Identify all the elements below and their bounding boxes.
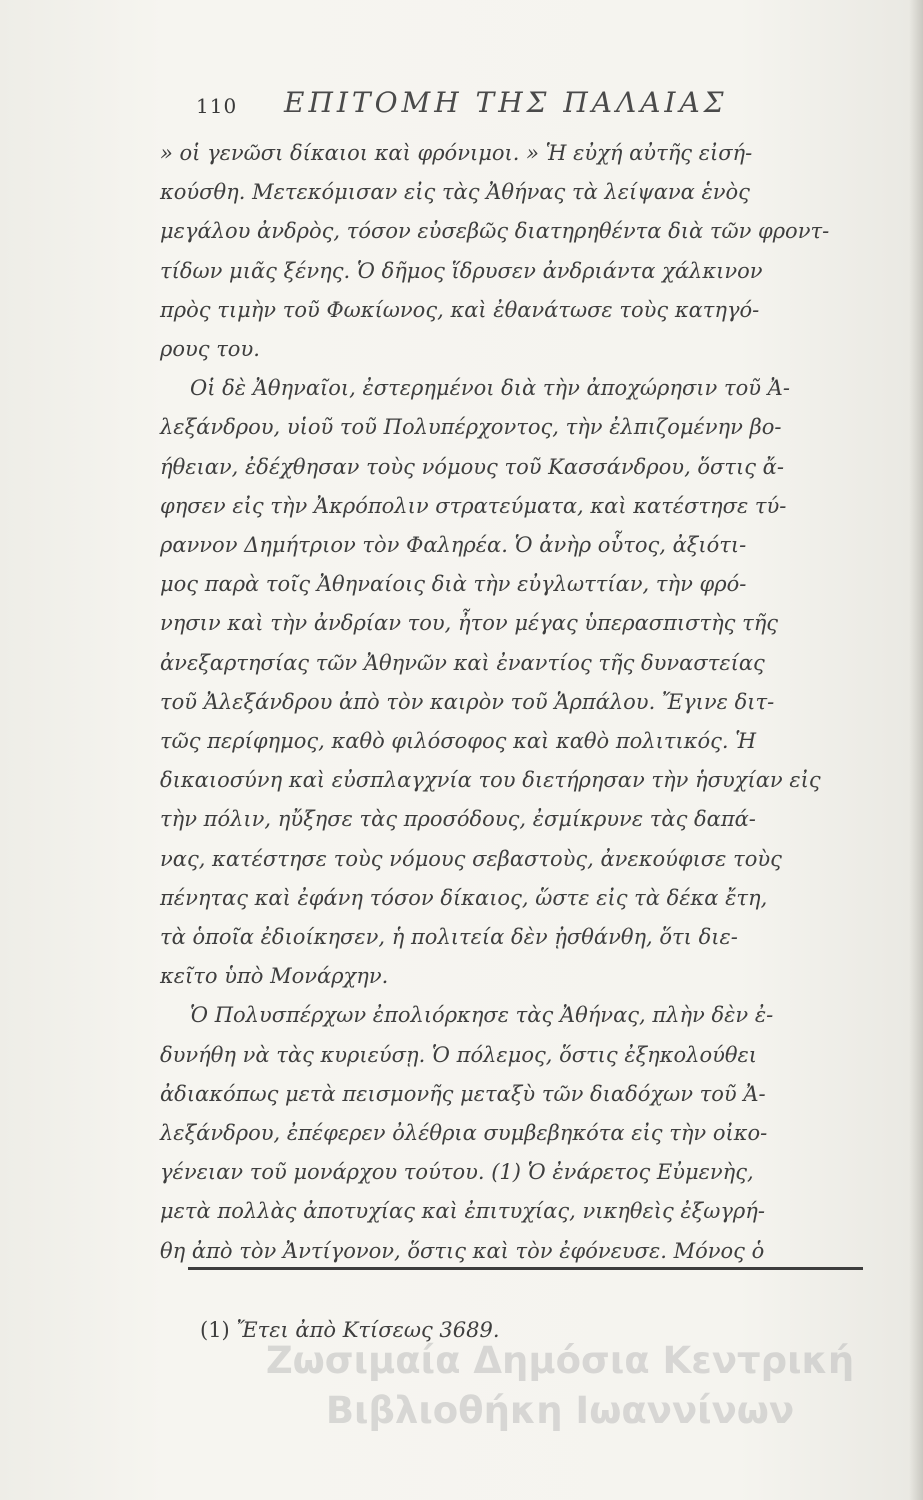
paragraph-2: Οἱ δὲ Ἀθηναῖοι, ἐστερημένοι διὰ τὴν ἀποχώρησιν τοῦ Ἀ- λεξάνδρου, υἱοῦ τοῦ Πολυπέρχοντος, τὴν ἐλπιζομένην βο- ήθειαν, ἐδέχθησαν τοὺς νόμους τοῦ Κασσάνδρου, ὅστις ἄ- φησεν εἰς τὴν Ἀκρόπολιν στρατεύματα, καὶ κατέστησε τύ- ραννον Δημήτριον τὸν Φαληρέα. Ὁ ἀνὴρ οὗτος, ἀξιότι- μος παρὰ τοῖς Ἀθηναίοις διὰ τὴν εὐγλωττίαν, τὴν φρό- νησιν καὶ τὴν ἀνδρίαν του, ἦτον μέγας ὑπερασπιστὴς τῆς ἀνεξαρτησίας τῶν Ἀθηνῶν καὶ ἐναντίος τῆς δυναστείας τοῦ Ἀλεξάνδρου ἀπὸ τὸν καιρὸν τοῦ Ἁρπάλου. Ἔγινε διτ- τῶς περίφημος, καθὸ φιλόσοφος καὶ καθὸ πολιτικός. Ἡ δικαιοσύνη καὶ εὐσπλαγχνία του διετήρησαν τὴν ἡσυχίαν εἰς τὴν πόλιν, ηὔξησε τὰς προσόδους, ἐσμίκρυνε τὰς δαπά- νας, κατέστησε τοὺς νόμους σεβαστοὺς, ἀνεκούφισε τοὺς πένητας καὶ ἐφάνη τόσον δίκαιος, ὥστε εἰς τὰ δέκα ἔτη, τὰ ὁποῖα ἐδιοίκησεν, ἡ πολιτεία δὲν ᾐσθάνθη, ὅτι διε- κεῖτο ὑπὸ Μονάρχην. bbox=[160, 376, 821, 989]
library-watermark bbox=[240, 1336, 880, 1436]
footnote-marker: (1) bbox=[200, 1318, 230, 1342]
running-head: ΕΠΙΤΟΜΗ ΤΗΣ ΠΑΛΑΙΑΣ bbox=[284, 86, 728, 119]
footnote-text: Ἔτει ἀπὸ Κτίσεως 3689. bbox=[236, 1318, 500, 1342]
watermark-line-1: Ζωσιμαία Δημόσια Κεντρική bbox=[265, 1339, 855, 1382]
page-edge-shadow bbox=[909, 0, 923, 1500]
body-text bbox=[160, 134, 860, 1271]
paragraph-3: Ὁ Πολυσπέρχων ἐπολιόρκησε τὰς Ἀθήνας, πλὴν δὲν ἐ- δυνήθη νὰ τὰς κυριεύσῃ. Ὁ πόλεμος, ὅστις ἐξηκολούθει ἀδιακόπως μετὰ πεισμονῆς μεταξὺ τῶν διαδόχων τοῦ Ἀ- λεξάνδρου, ἐπέφερεν ὀλέθρια συμβεβηκότα εἰς τὴν οἰκο- γένειαν τοῦ μονάρχου τούτου. (1) Ὁ ἐνάρετος Εὐμενὴς, μετὰ πολλὰς ἀποτυχίας καὶ ἐπιτυχίας, νικηθεὶς ἐξωγρή- θη ἀπὸ τὸν Ἀντίγονον, ὅστις καὶ τὸν ἐφόνευσε. Μόνος ὁ bbox=[160, 1003, 774, 1263]
page-header bbox=[196, 86, 756, 126]
page-number: 110 bbox=[196, 94, 238, 118]
watermark-line-2: Βιβλιοθήκη Ιωαννίνων bbox=[325, 1389, 795, 1432]
paragraph-1: » οἱ γενῶσι δίκαιοι καὶ φρόνιμοι. » Ἡ εὐχή αὐτῆς εἰσή- κούσθη. Μετεκόμισαν εἰς τὰς Ἀθήνας τὰ λείψανα ἑνὸς μεγάλου ἀνδρὸς, τόσον εὐσεβῶς διατηρηθέντα διὰ τῶν φροντ- τίδων μιᾶς ξένης. Ὁ δῆμος ἵδρυσεν ἀνδριάντα χάλκινον πρὸς τιμὴν τοῦ Φωκίωνος, καὶ ἐθανάτωσε τοὺς κατηγό- ρους του. bbox=[160, 141, 830, 362]
footnote-rule bbox=[188, 1267, 863, 1270]
